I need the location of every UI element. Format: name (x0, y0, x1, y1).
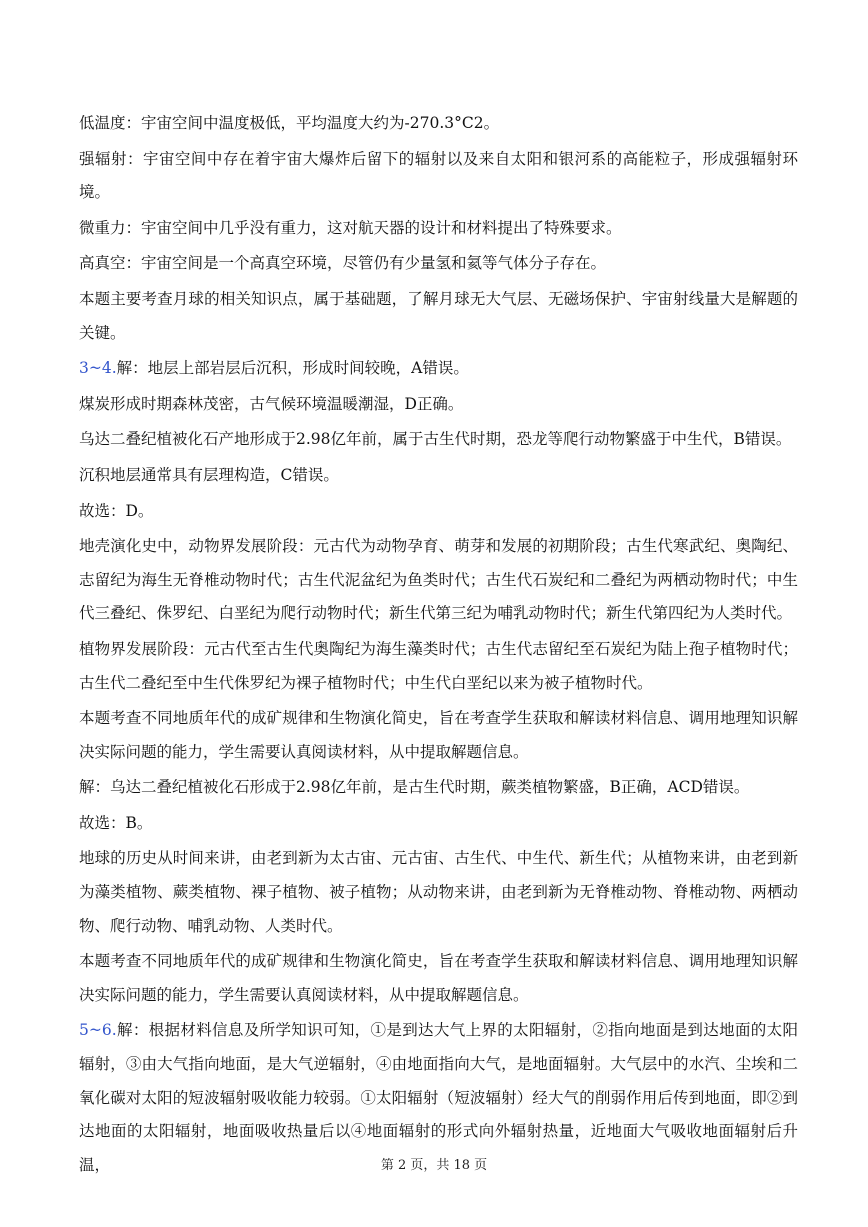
paragraph-text: 强辐射：宇宙空间中存在着宇宙大爆炸后留下的辐射以及来自太阳和银河系的高能粒子，形成强辐射环境。 (79, 149, 798, 202)
paragraph (79, 807, 798, 841)
paragraph-text: 本题考查不同地质年代的成矿规律和生物演化简史，旨在考查学生获取和解读材料信息、调用地理知识解决实际问题的能力，学生需要认真阅读材料，从中提取解题信息。 (79, 709, 798, 761)
paragraph (79, 459, 798, 493)
paragraph-text: 植物界发展阶段：元古代至古生代奥陶纪为海生藻类时代；古生代志留纪至石炭纪为陆上孢子植物时代；古生代二叠纪至中生代侏罗纪为裸子植物时代；中生代白垩纪以来为被子植物时代。 (79, 639, 798, 692)
paragraph (79, 247, 798, 281)
paragraph-text: 故选：D。 (79, 501, 154, 520)
paragraph (79, 702, 798, 769)
paragraph-text: 地球的历史从时间来讲，由老到新为太古宙、元古宙、古生代、中生代、新生代；从植物来讲，由老到新为藻类植物、蕨类植物、裸子植物、被子植物；从动物来讲，由老到新为无脊椎动物、脊椎动物、两栖动物、爬行动物、哺乳动物、人类时代。 (79, 849, 798, 935)
paragraph (79, 842, 798, 943)
paragraph (79, 633, 798, 700)
answer-text-body (79, 107, 798, 1182)
paragraph-text: 解：乌达二叠纪植被化石形成于2.98亿年前，是古生代时期，蕨类植物繁盛，B正确，ACD错误。 (79, 778, 750, 797)
paragraph-text: 乌达二叠纪植被化石产地形成于2.98亿年前，属于古生代时期，恐龙等爬行动物繁盛于中生代，B错误。 (79, 430, 792, 449)
paragraph-text: 低温度：宇宙空间中温度极低，平均温度大约为-270.3°C2。 (79, 114, 500, 132)
paragraph-text: 微重力：宇宙空间中几乎没有重力，这对航天器的设计和材料提出了特殊要求。 (79, 218, 622, 237)
paragraph (79, 212, 798, 246)
paragraph-text: 解：根据材料信息及所学知识可知，①是到达大气上界的太阳辐射，②指向地面是到达地面的太阳辐射，③由大气指向地面，是大气逆辐射，④由地面指向大气，是地面辐射。大气层中的水汽、尘埃和二氧化碳对太阳的短波辐射吸收能力较弱。①太阳辐射（短波辐射）经大气的削弱作用后传到地面，即②到达地面的太阳辐射，地面吸收热量后以④地面辐射的形式向外辐射热量，近地面大气吸收地面辐射后升温， (79, 1021, 798, 1174)
paragraph (79, 352, 798, 386)
paragraph (79, 771, 798, 805)
paragraph (79, 945, 798, 1012)
paragraph (79, 423, 798, 457)
paragraph (79, 495, 798, 529)
paragraph (79, 107, 798, 141)
paragraph-text: 地壳演化史中，动物界发展阶段：元古代为动物孕育、萌芽和发展的初期阶段；古生代寒武纪、奥陶纪、志留纪为海生无脊椎动物时代；古生代泥盆纪为鱼类时代；古生代石炭纪和二叠纪为两栖动物时代；中生代三叠纪、侏罗纪、白垩纪为爬行动物时代；新生代第三纪为哺乳动物时代；新生代第四纪为人类时代。 (79, 537, 798, 623)
paragraph-text: 煤炭形成时期森林茂密，古气候环境温暖潮湿，D正确。 (79, 394, 464, 413)
page-footer: 第 2 页，共 18 页 (380, 1158, 488, 1173)
paragraph-text: 沉积地层通常具有层理构造，C错误。 (79, 465, 339, 484)
question-number: 5~6. (79, 1021, 117, 1040)
paragraph (79, 283, 798, 350)
paragraph-text: 本题考查不同地质年代的成矿规律和生物演化简史，旨在考查学生获取和解读材料信息、调用地理知识解决实际问题的能力，学生需要认真阅读材料，从中提取解题信息。 (79, 952, 798, 1004)
paragraph-text: 高真空：宇宙空间是一个高真空环境，尽管仍有少量氢和氦等气体分子存在。 (79, 254, 607, 273)
question-number: 3~4. (79, 359, 117, 378)
paragraph (79, 530, 798, 631)
paragraph-text: 本题主要考查月球的相关知识点，属于基础题，了解月球无大气层、无磁场保护、宇宙射线量大是解题的关键。 (79, 289, 798, 342)
paragraph (79, 388, 798, 422)
paragraph-text: 故选：B。 (79, 813, 153, 832)
paragraph-text: 解：地层上部岩层后沉积，形成时间较晚，A错误。 (116, 359, 469, 378)
paragraph (79, 143, 798, 210)
